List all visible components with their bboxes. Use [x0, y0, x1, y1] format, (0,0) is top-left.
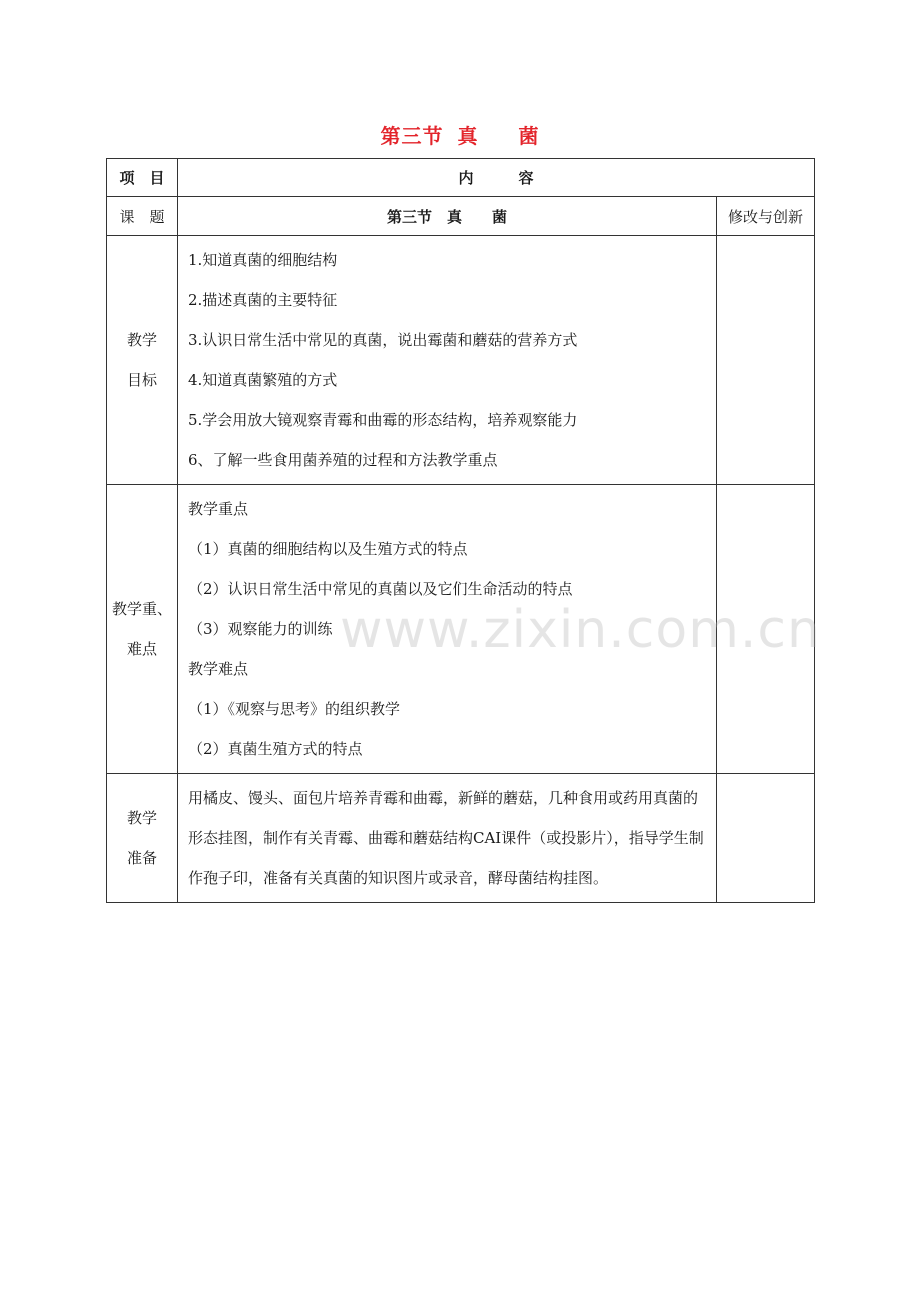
preparation-row [107, 774, 815, 903]
preparation-revision-cell [717, 774, 815, 903]
watermark: www.zixin.com.cn [340, 600, 821, 660]
label-line: 教学重、 [111, 600, 172, 618]
list-item: 5.学会用放大镜观察青霉和曲霉的形态结构，培养观察能力 [188, 411, 578, 429]
list-item: 教学难点 [188, 660, 249, 678]
topic-row [107, 197, 815, 236]
label-line: 准备 [126, 849, 157, 867]
objectives-content [178, 236, 717, 485]
list-item: 4.知道真菌繁殖的方式 [188, 371, 338, 389]
title-part-3: 菌 [518, 124, 540, 148]
list-item: 教学重点 [188, 500, 249, 518]
list-item: 2.描述真菌的主要特征 [188, 291, 338, 309]
list-item: 6、了解一些食用菌养殖的过程和方法教学重点 [188, 451, 498, 469]
title-part-2: 真 [457, 124, 479, 148]
label-line: 教学 [126, 809, 157, 827]
objectives-row [107, 236, 815, 485]
label-line: 目标 [126, 371, 157, 389]
list-item: （1）《观察与思考》的组织教学 [188, 700, 401, 718]
header-item: 项 目 [107, 159, 178, 197]
label-line: 难点 [126, 640, 157, 658]
title-part-1: 第三节 [380, 124, 444, 148]
lesson-plan-table [106, 158, 815, 903]
header-row [107, 159, 815, 197]
objectives-label [107, 236, 178, 485]
page-title [0, 120, 920, 149]
label-line: 教学 [126, 331, 157, 349]
keypoints-label [107, 485, 178, 774]
list-item: （2）认识日常生活中常见的真菌以及它们生命活动的特点 [188, 580, 573, 598]
list-item: （3）观察能力的训练 [188, 620, 333, 638]
list-item: 3.认识日常生活中常见的真菌，说出霉菌和蘑菇的营养方式 [188, 331, 578, 349]
preparation-label [107, 774, 178, 903]
topic-label: 课 题 [107, 197, 178, 236]
topic-value: 第三节 真 菌 [178, 197, 717, 236]
header-content: 内 容 [178, 159, 815, 197]
revision-header: 修改与创新 [717, 197, 815, 236]
list-item: 1.知道真菌的细胞结构 [188, 251, 338, 269]
objectives-revision-cell [717, 236, 815, 485]
preparation-content: 用橘皮、馒头、面包片培养青霉和曲霉，新鲜的蘑菇，几种食用或药用真菌的形态挂图，制作有关青霉、曲霉和蘑菇结构CAI课件（或投影片），指导学生制作孢子印，准备有关真菌的知识图片或录音，酵母菌结构挂图。 [178, 774, 717, 903]
list-item: （1）真菌的细胞结构以及生殖方式的特点 [188, 540, 468, 558]
list-item: （2）真菌生殖方式的特点 [188, 740, 363, 758]
